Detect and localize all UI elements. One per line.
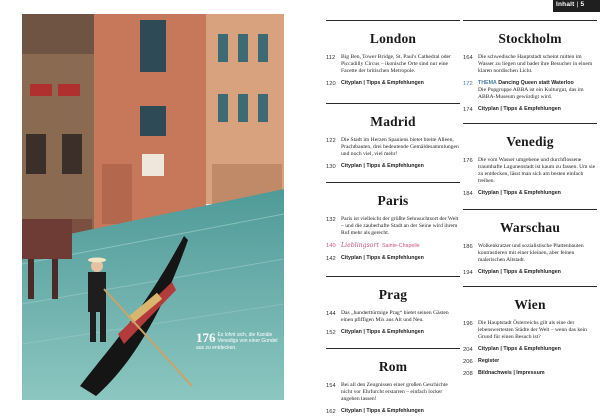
section-header <box>556 1 584 8</box>
city-heading: Paris <box>377 193 409 208</box>
page-number: 5 <box>580 1 585 8</box>
entry-page-number: 162 <box>326 408 336 415</box>
toc-entry[interactable] <box>463 358 597 365</box>
entry-page-number: 112 <box>326 54 336 61</box>
entry-cityplan-link[interactable]: Cityplan | Tipps & Empfehlungen <box>478 346 561 352</box>
entry-cityplan-link[interactable]: Bildnachweis | Impressum <box>478 370 545 376</box>
toc-entry[interactable] <box>463 320 597 341</box>
entry-description: Paris ist vielleicht der größte Sehnsuchtsort der Welt – und die zauberhafte Stadt an der Seine wird ihrem Ruf mehr als gerecht. <box>341 216 459 236</box>
toc-section-madrid <box>326 103 460 170</box>
entry-cityplan-link[interactable]: Cityplan | Tipps & Empfehlungen <box>341 329 424 335</box>
entry-page-number: 204 <box>463 346 473 353</box>
toc-column-left <box>326 20 460 420</box>
toc-section-wien <box>463 286 597 377</box>
entry-cityplan-link[interactable]: Cityplan | Tipps & Empfehlungen <box>341 255 424 261</box>
toc-entry[interactable] <box>326 408 460 415</box>
toc-entry[interactable] <box>463 269 597 276</box>
city-heading: Wien <box>514 297 546 312</box>
toc-entry[interactable] <box>326 80 460 87</box>
entry-page-number: 122 <box>326 137 336 144</box>
entry-description: Bei all den Zeugnissen einer großen Geschichte nicht vor Ehrfurcht erstarren – einfach locker angehen lassen! <box>341 382 448 402</box>
entry-description: Wolkenkratzer und sozialistische Plattenbauten kontrastieren mit einer kleinen, aber feinen malerischen Altstadt. <box>478 243 584 263</box>
entry-page-number: 194 <box>463 269 473 276</box>
toc-entry[interactable] <box>463 157 597 185</box>
entry-description: Die vom Wasser umgebene und durchflossene traumhafte Lagunenstadt ist kaum zu fassen. Um sie zu entdecken, lässt man sich am besten einfach treiben. <box>478 157 596 184</box>
entry-cityplan-link[interactable]: Register <box>478 358 500 364</box>
entry-description: Die Hauptstadt Österreichs gilt als eine der lebenswertesten Städte der Welt – wenn das kein Grund für einen Besuch ist? <box>478 320 587 340</box>
city-heading: Rom <box>378 359 408 374</box>
caption-text: Es lohnt sich, die Kanäle Venedigs von einer Gondel aus zu entdecken. <box>196 332 278 351</box>
entry-page-number: 132 <box>326 216 336 223</box>
entry-page-number: 206 <box>463 358 473 365</box>
toc-section-venedig <box>463 123 597 197</box>
entry-page-number: 130 <box>326 163 336 170</box>
toc-entry[interactable] <box>326 137 460 158</box>
toc-entry[interactable] <box>463 80 597 101</box>
toc-entry[interactable] <box>463 370 597 377</box>
thema-title: Dancing Queen statt Waterloo <box>498 80 574 86</box>
entry-page-number: 152 <box>326 329 336 336</box>
city-heading: London <box>369 31 417 46</box>
entry-thema-text <box>478 80 597 101</box>
thema-tag: THEMA <box>478 80 497 86</box>
toc-entry[interactable] <box>463 190 597 197</box>
entry-description: Die Stadt im Herzen Spaniens bietet breite Alleen, Prachtbauten, drei bedeutende Gemäldesammlungen und noch viel, viel mehr! <box>341 137 459 157</box>
toc-section-prag <box>326 276 460 336</box>
toc-entry[interactable] <box>326 310 460 324</box>
entry-description: Das „hunderttürmige Prag“ bietet seinen Gästen einen pfiffigen Mix aus Alt und Neu. <box>341 310 449 323</box>
toc-entry[interactable] <box>463 54 597 75</box>
entry-favorite <box>341 242 460 250</box>
toc-entry[interactable] <box>463 346 597 353</box>
toc-entry[interactable] <box>463 243 597 264</box>
city-heading: Madrid <box>370 114 416 129</box>
entry-cityplan-link[interactable]: Cityplan | Tipps & Empfehlungen <box>341 163 424 169</box>
toc-entry[interactable] <box>326 242 460 250</box>
thema-description: Die Popgruppe ABBA ist ein Kulturgut, das im ABBA-Museum gewürdigt wird. <box>478 87 584 100</box>
favorite-label: Lieblingsort <box>341 242 379 249</box>
city-heading: Stockholm <box>498 31 562 46</box>
entry-page-number: 140 <box>326 242 336 249</box>
section-title: Inhalt <box>556 1 575 8</box>
entry-page-number: 184 <box>463 190 473 197</box>
caption-page-number: 176 <box>196 330 216 345</box>
entry-page-number: 142 <box>326 255 336 262</box>
favorite-place: Sainte-Chapelle <box>381 243 420 249</box>
entry-page-number: 174 <box>463 106 473 113</box>
toc-entry[interactable] <box>326 329 460 336</box>
toc-column-right <box>463 20 597 382</box>
toc-entry[interactable] <box>326 255 460 262</box>
photo-caption <box>196 332 284 351</box>
toc-entry[interactable] <box>326 54 460 75</box>
entry-cityplan-link[interactable]: Cityplan | Tipps & Empfehlungen <box>478 269 561 275</box>
entry-cityplan-link[interactable]: Cityplan | Tipps & Empfehlungen <box>478 106 561 112</box>
entry-page-number: 172 <box>463 80 473 87</box>
toc-entry[interactable] <box>326 163 460 170</box>
toc-section-london <box>326 20 460 87</box>
entry-description: Big Ben, Tower Bridge, St. Paul's Cathedral oder Piccadilly Circus – ikonische Orte sind nur eine Facette der britischen Metropole. <box>341 54 451 74</box>
entry-page-number: 176 <box>463 157 473 164</box>
toc-entry[interactable] <box>326 216 460 237</box>
header-separator: | <box>576 1 579 8</box>
toc-section-paris <box>326 182 460 262</box>
entry-page-number: 164 <box>463 54 473 61</box>
entry-page-number: 186 <box>463 243 473 250</box>
entry-cityplan-link[interactable]: Cityplan | Tipps & Empfehlungen <box>341 80 424 86</box>
city-heading: Warschau <box>499 220 561 235</box>
toc-entry[interactable] <box>463 106 597 113</box>
entry-page-number: 144 <box>326 310 336 317</box>
entry-description: Die schwedische Hauptstadt scheint mitten im Wasser zu liegen und badet ihre Besucher in einem klaren nordischen Licht. <box>478 54 593 74</box>
toc-entry[interactable] <box>326 382 460 403</box>
entry-page-number: 154 <box>326 382 336 389</box>
entry-page-number: 196 <box>463 320 473 327</box>
entry-page-number: 120 <box>326 80 336 87</box>
toc-section-stockholm <box>463 20 597 113</box>
entry-cityplan-link[interactable]: Cityplan | Tipps & Empfehlungen <box>341 408 424 414</box>
city-heading: Prag <box>378 287 408 302</box>
city-heading: Venedig <box>506 134 554 149</box>
entry-page-number: 208 <box>463 370 473 377</box>
toc-section-warschau <box>463 209 597 276</box>
entry-cityplan-link[interactable]: Cityplan | Tipps & Empfehlungen <box>478 190 561 196</box>
